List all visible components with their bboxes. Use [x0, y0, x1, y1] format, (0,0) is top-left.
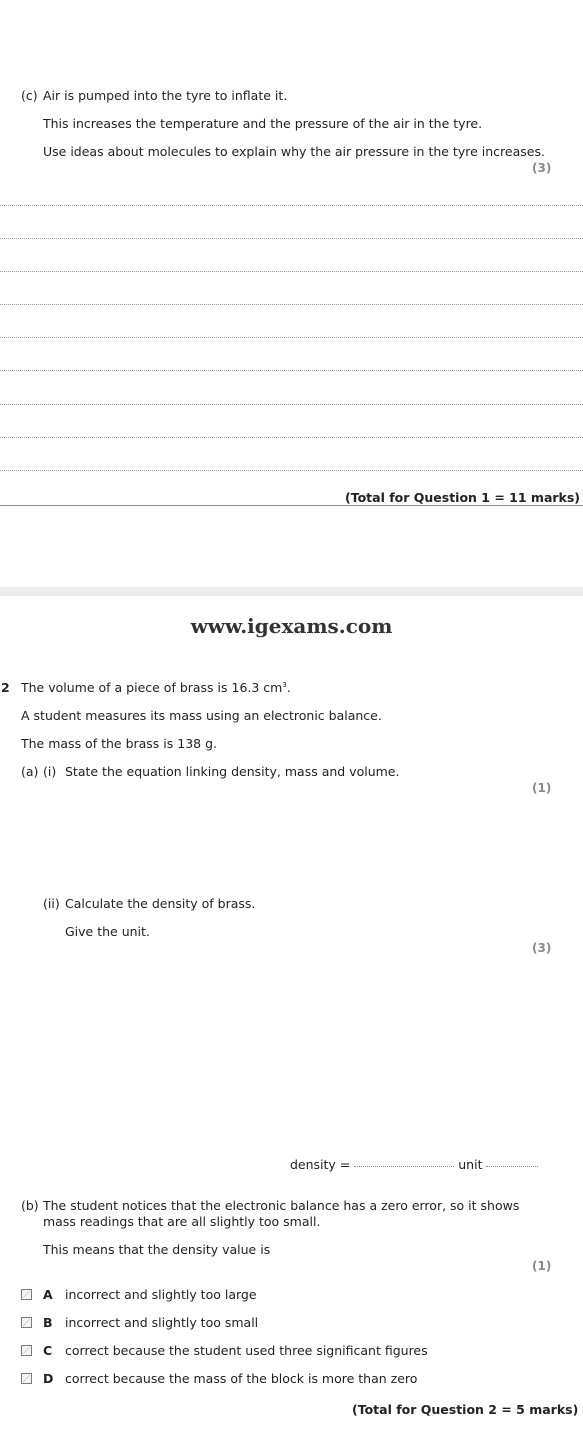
option-c-checkbox[interactable]: [21, 1345, 32, 1356]
question-number: 2: [1, 680, 10, 695]
unit-answer-field[interactable]: [486, 1166, 538, 1167]
part-b-marks: (1): [532, 1259, 552, 1273]
density-answer-row: [290, 1157, 538, 1172]
answer-line[interactable]: [0, 304, 583, 305]
part-b-text-3: This means that the density value is: [43, 1242, 271, 1257]
website-header: www.igexams.com: [190, 614, 393, 638]
part-b-text-2: mass readings that are all slightly too small.: [43, 1214, 321, 1229]
part-c-label: (c): [21, 88, 38, 103]
option-b-letter: B: [43, 1315, 53, 1330]
part-a-i-text: State the equation linking density, mass and volume.: [65, 764, 400, 779]
part-c-line-3: Use ideas about molecules to explain why the air pressure in the tyre increases.: [43, 144, 545, 159]
part-c-line-1: Air is pumped into the tyre to inflate it.: [43, 88, 288, 103]
answer-line[interactable]: [0, 205, 583, 206]
unit-label: unit: [458, 1157, 483, 1172]
part-a-ii-marks: (3): [532, 941, 552, 955]
option-d-letter: D: [43, 1371, 54, 1386]
answer-line[interactable]: [0, 238, 583, 239]
option-a-text: incorrect and slightly too large: [65, 1287, 257, 1302]
answer-line[interactable]: [0, 337, 583, 338]
total-question-1: (Total for Question 1 = 11 marks): [345, 490, 581, 505]
page-break: [0, 587, 583, 596]
density-answer-field[interactable]: [354, 1166, 454, 1167]
part-a-label: (a): [21, 764, 39, 779]
section-divider: [0, 505, 583, 506]
density-label: density =: [290, 1157, 351, 1172]
option-b-text: incorrect and slightly too small: [65, 1315, 259, 1330]
option-c-letter: C: [43, 1343, 53, 1358]
part-c-line-2: This increases the temperature and the pressure of the air in the tyre.: [43, 116, 483, 131]
option-a-letter: A: [43, 1287, 53, 1302]
answer-line[interactable]: [0, 271, 583, 272]
answer-line[interactable]: [0, 470, 583, 471]
part-a-ii-label: (ii): [43, 896, 60, 911]
part-b-label: (b): [21, 1198, 39, 1213]
option-c-text: correct because the student used three significant figures: [65, 1343, 428, 1358]
q2-intro-2: A student measures its mass using an electronic balance.: [21, 708, 382, 723]
part-a-ii-text-2: Give the unit.: [65, 924, 150, 939]
answer-line[interactable]: [0, 370, 583, 371]
part-c-marks: (3): [532, 161, 552, 175]
total-question-2: (Total for Question 2 = 5 marks): [352, 1402, 579, 1417]
option-a-checkbox[interactable]: [21, 1289, 32, 1300]
part-a-ii-text: Calculate the density of brass.: [65, 896, 256, 911]
option-b-checkbox[interactable]: [21, 1317, 32, 1328]
part-a-i-label: (i): [43, 764, 57, 779]
answer-line[interactable]: [0, 404, 583, 405]
answer-line[interactable]: [0, 437, 583, 438]
part-b-text-1: The student notices that the electronic balance has a zero error, so it shows: [43, 1198, 520, 1213]
q2-intro-3: The mass of the brass is 138 g.: [21, 736, 217, 751]
option-d-checkbox[interactable]: [21, 1373, 32, 1384]
part-a-i-marks: (1): [532, 781, 552, 795]
option-d-text: correct because the mass of the block is more than zero: [65, 1371, 418, 1386]
q2-intro-1: The volume of a piece of brass is 16.3 $cm^3$.: [21, 680, 291, 695]
